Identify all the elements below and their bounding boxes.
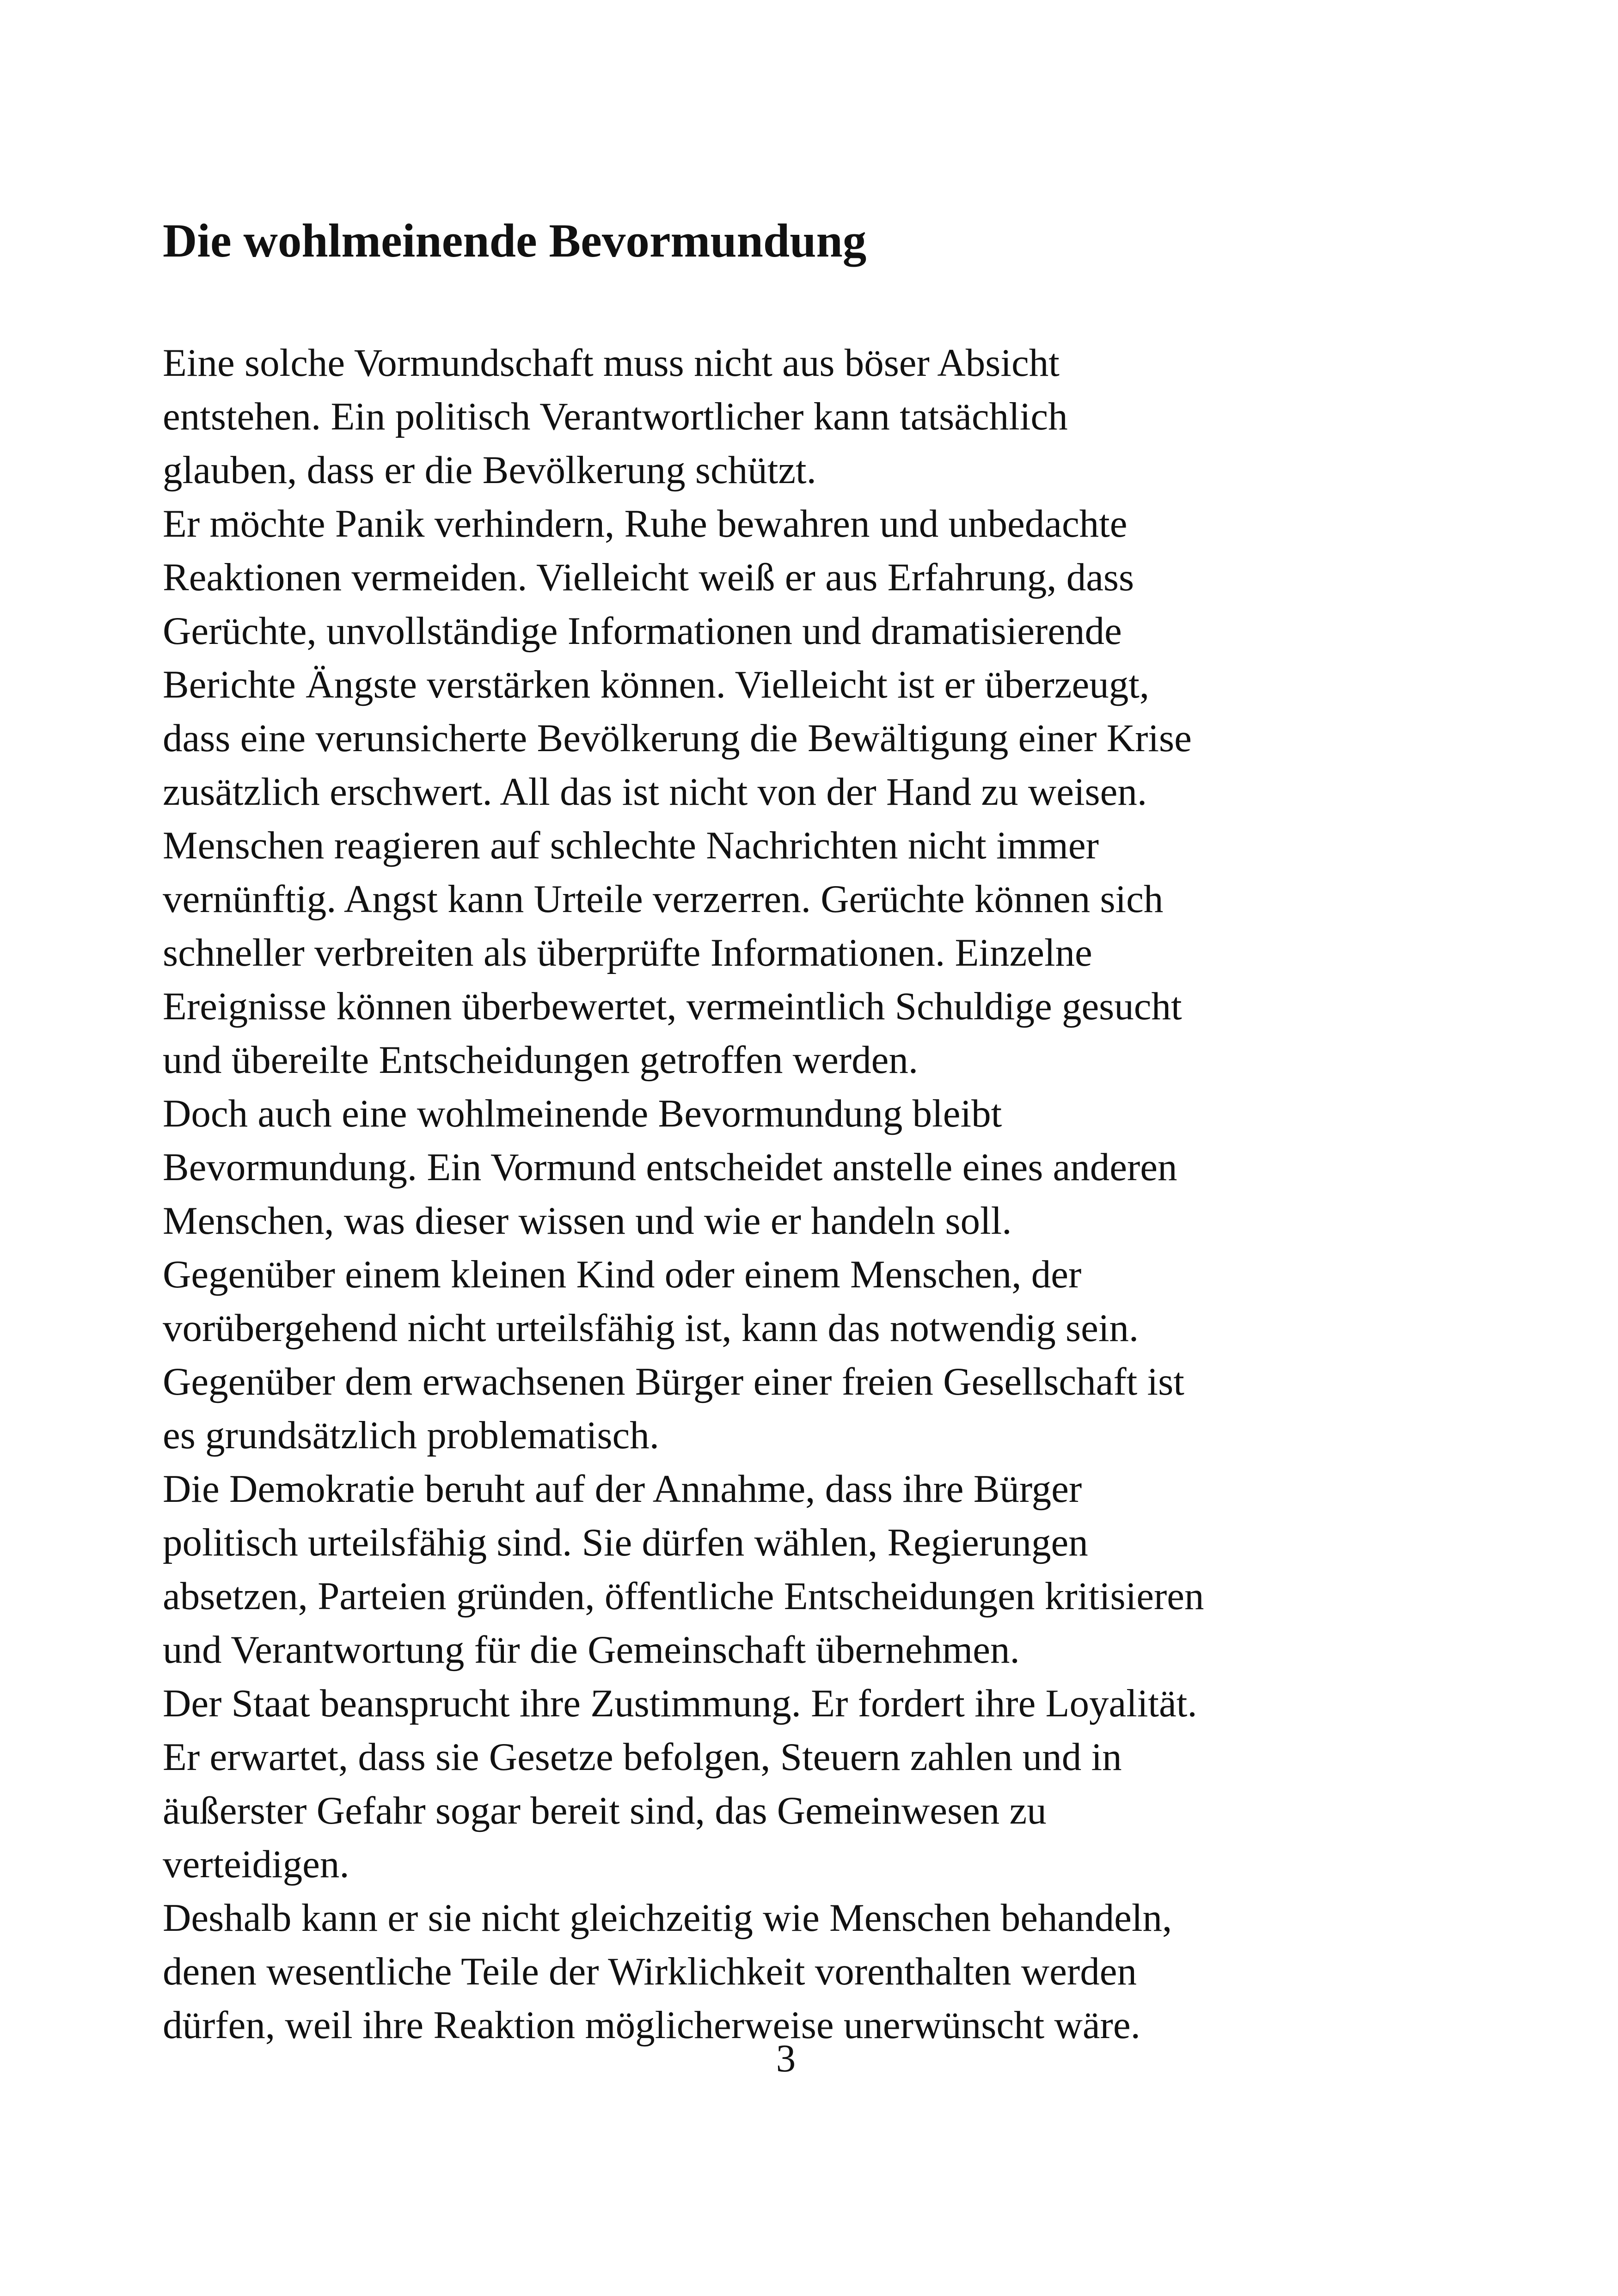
text-line: dass eine verunsicherte Bevölkerung die Bewältigung einer Krise [163,716,1192,760]
text-line: Die Demokratie beruht auf der Annahme, dass ihre Bürger [163,1467,1082,1511]
text-line: dürfen, weil ihre Reaktion möglicherweise unerwünscht wäre. [163,2003,1140,2047]
text-line: schneller verbreiten als überprüfte Informationen. Einzelne [163,931,1092,974]
text-line: Menschen reagieren auf schlechte Nachrichten nicht immer [163,824,1099,867]
text-line: glauben, dass er die Bevölkerung schützt. [163,448,816,492]
text-line: Er erwartet, dass sie Gesetze befolgen, Steuern zahlen und in [163,1735,1122,1779]
text-line: Der Staat beansprucht ihre Zustimmung. Er fordert ihre Loyalität. [163,1682,1197,1725]
text-line: und Verantwortung für die Gemeinschaft übernehmen. [163,1628,1020,1671]
page-title: Die wohlmeinende Bevormundung [163,214,867,267]
text-line: politisch urteilsfähig sind. Sie dürfen wählen, Regierungen [163,1521,1088,1564]
text-line: absetzen, Parteien gründen, öffentliche Entscheidungen kritisieren [163,1574,1204,1618]
text-line: Er möchte Panik verhindern, Ruhe bewahren und unbedachte [163,502,1128,545]
text-line: vorübergehend nicht urteilsfähig ist, kann das notwendig sein. [163,1306,1139,1350]
text-line: Ereignisse können überbewertet, vermeintlich Schuldige gesucht [163,985,1182,1028]
text-line: verteidigen. [163,1843,349,1886]
text-line: es grundsätzlich problematisch. [163,1414,659,1457]
text-line: Menschen, was dieser wissen und wie er handeln soll. [163,1199,1012,1243]
text-line: zusätzlich erschwert. All das ist nicht von der Hand zu weisen. [163,770,1147,814]
text-line: Reaktionen vermeiden. Vielleicht weiß er aus Erfahrung, dass [163,556,1134,599]
page-number: 3 [776,2037,796,2080]
text-line: Berichte Ängste verstärken können. Vielleicht ist er überzeugt, [163,663,1150,706]
text-line: äußerster Gefahr sogar bereit sind, das Gemeinwesen zu [163,1789,1047,1832]
text-line: entstehen. Ein politisch Verantwortlicher kann tatsächlich [163,395,1068,438]
text-line: Gegenüber dem erwachsenen Bürger einer freien Gesellschaft ist [163,1360,1184,1403]
body-text [163,336,1457,2052]
text-line: Doch auch eine wohlmeinende Bevormundung bleibt [163,1092,1002,1135]
text-line: und übereilte Entscheidungen getroffen werden. [163,1038,919,1082]
text-line: Gerüchte, unvollständige Informationen und dramatisierende [163,609,1122,653]
text-line: denen wesentliche Teile der Wirklichkeit vorenthalten werden [163,1950,1137,1993]
text-line: Eine solche Vormundschaft muss nicht aus böser Absicht [163,341,1060,385]
text-line: vernünftig. Angst kann Urteile verzerren. Gerüchte können sich [163,877,1164,921]
text-line: Deshalb kann er sie nicht gleichzeitig wie Menschen behandeln, [163,1896,1172,1940]
text-line: Gegenüber einem kleinen Kind oder einem Menschen, der [163,1253,1082,1296]
text-line: Bevormundung. Ein Vormund entscheidet anstelle eines anderen [163,1145,1177,1189]
